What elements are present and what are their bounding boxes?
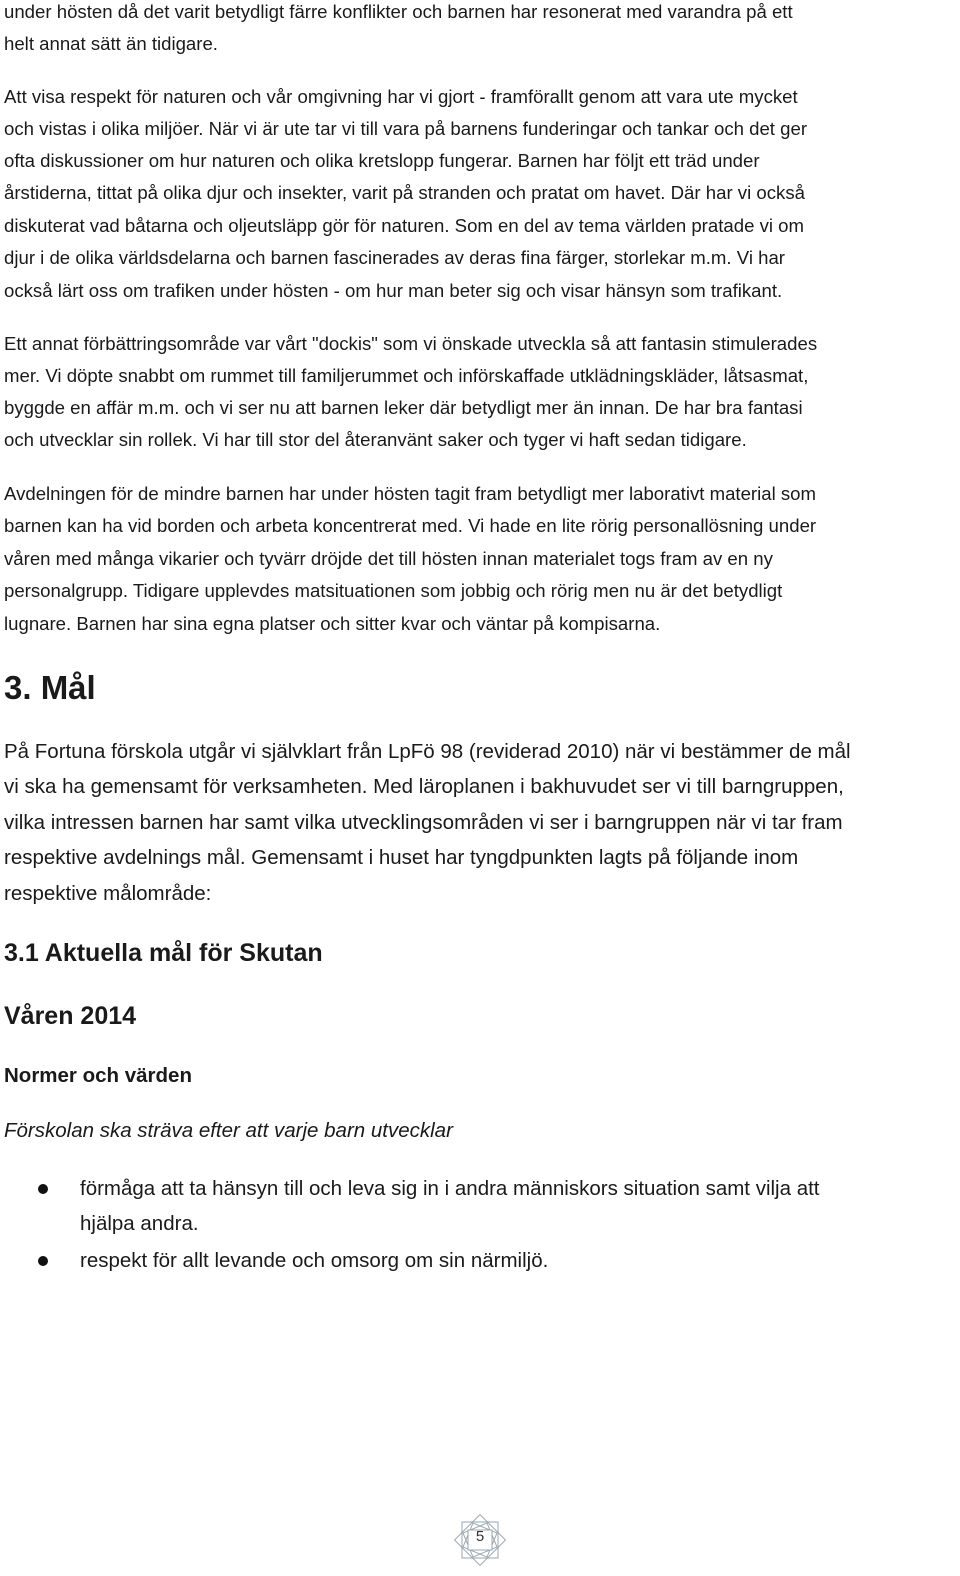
bullet-dot-icon	[38, 1256, 48, 1266]
list-item: förmåga att ta hänsyn till och leva sig in i andra människors situation samt vilja att	[80, 1177, 820, 1200]
paragraph-line: På Fortuna förskola utgår vi självklart från LpFö 98 (reviderad 2010) när vi bestämmer de mål	[4, 740, 851, 763]
paragraph-line: vilka intressen barnen har samt vilka utvecklingsområden vi ser i barngruppen när vi tar fram	[4, 811, 843, 834]
paragraph-line: djur i de olika världsdelarna och barnen fascinerades av deras fina färger, storlekar m.m. Vi har	[4, 247, 785, 268]
paragraph-line: mer. Vi döpte snabbt om rummet till familjerummet och införskaffade utklädningskläder, låtsasmat,	[4, 365, 809, 386]
paragraph-line: lugnare. Barnen har sina egna platser och sitter kvar och väntar på kompisarna.	[4, 613, 661, 634]
goal-intro: Förskolan ska sträva efter att varje barn utvecklar	[4, 1119, 453, 1142]
paragraph-line: personalgrupp. Tidigare upplevdes matsituationen som jobbig och rörig men nu är det betydligt	[4, 580, 783, 601]
bullet-dot-icon	[38, 1184, 48, 1194]
section-heading: 3. Mål	[4, 669, 96, 706]
paragraph-line: Att visa respekt för naturen och vår omgivning har vi gjort - framförallt genom att vara ute mycket	[4, 86, 798, 107]
paragraph-line: Avdelningen för de mindre barnen har under hösten tagit fram betydligt mer laborativt material som	[4, 483, 817, 504]
paragraph-line: och vistas i olika miljöer. När vi är ute tar vi till vara på barnens funderingar och tankar och det ger	[4, 118, 808, 139]
paragraph-line: diskuterat vad båtarna och oljeutsläpp gör för naturen. Som en del av tema världen pratade vi om	[4, 215, 804, 236]
paragraph-line: ofta diskussioner om hur naturen och olika kretslopp fungerar. Barnen har följt ett träd under	[4, 150, 760, 171]
paragraph-line: barnen kan ha vid borden och arbeta koncentrerat med. Vi hade en lite rörig personallösning under	[4, 515, 817, 536]
paragraph-line: också lärt oss om trafiken under hösten - om hur man beter sig och visar hänsyn som trafikant.	[4, 280, 783, 301]
paragraph-line: respektive målområde:	[4, 882, 212, 905]
list-item-continuation: hjälpa andra.	[80, 1212, 199, 1235]
paragraph-line: Ett annat förbättringsområde var vårt "dockis" som vi önskade utveckla så att fantasin stimulerades	[4, 333, 818, 354]
paragraph-line: vi ska ha gemensamt för verksamheten. Med läroplanen i bakhuvudet ser vi till barngruppen,	[4, 775, 844, 798]
subsection-heading: 3.1 Aktuella mål för Skutan	[4, 939, 323, 967]
area-heading: Normer och värden	[4, 1064, 192, 1087]
paragraph-line: under hösten då det varit betydligt färre konflikter och barnen har resonerat med varandra på ett	[4, 1, 793, 22]
paragraph-line: våren med många vikarier och tyvärr dröjde det till hösten innan materialet togs fram av en ny	[4, 548, 773, 569]
paragraph-line: helt annat sätt än tidigare.	[4, 33, 218, 54]
paragraph-line: årstiderna, tittat på olika djur och insekter, varit på stranden och pratat om havet. Där har vi också	[4, 182, 805, 203]
list-item: respekt för allt levande och omsorg om sin närmiljö.	[80, 1249, 549, 1272]
page-number: 5	[475, 1528, 485, 1545]
paragraph-line: och utvecklar sin rollek. Vi har till stor del återanvänt saker och tyger vi haft sedan tidigare.	[4, 429, 747, 450]
paragraph-line: respektive avdelnings mål. Gemensamt i huset har tyngdpunkten lagts på följande inom	[4, 846, 799, 869]
paragraph-line: byggde en affär m.m. och vi ser nu att barnen leker där betydligt mer än innan. De har bra fantasi	[4, 397, 803, 418]
period-heading: Våren 2014	[4, 1002, 137, 1030]
